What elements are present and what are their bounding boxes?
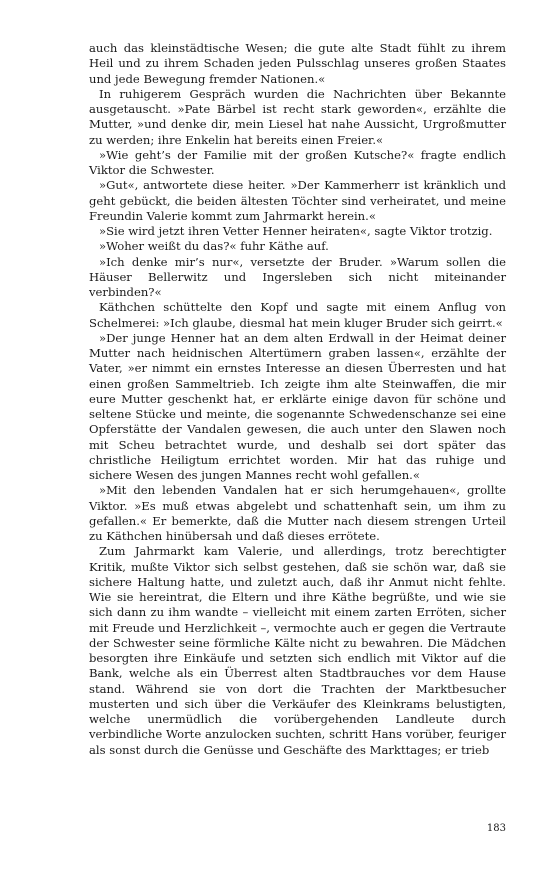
paragraph: »Mit den lebenden Vandalen hat er sich herumgehauen«, grollte Viktor. »Es muß etwas abgelebt und schattenhaft sein, um ihm zu gefallen.« Er bemerkte, daß die Mutter nach diesem strengen Urteil zu Käthchen hinübersah und daß dieses errötete. [89, 483, 506, 543]
book-page-text [89, 41, 506, 758]
paragraph: In ruhigerem Gespräch wurden die Nachrichten über Bekannte ausgetauscht. »Pate Bärbel ist recht stark geworden«, erzählte die Mutter, »und denke dir, mein Liesel hat nahe Aussicht, Urgroßmutter zu werden; ihre Enkelin hat bereits einen Freier.« [89, 86, 506, 147]
paragraph: »Sie wird jetzt ihren Vetter Henner heiraten«, sagte Viktor trotzig. [99, 224, 493, 238]
paragraph: Käthchen schüttelte den Kopf und sagte mit einem Anflug von Schelmerei: »Ich glaube, diesmal hat mein kluger Bruder sich geirrt.« [89, 300, 506, 330]
paragraph: »Der junge Henner hat an dem alten Erdwall in der Heimat deiner Mutter nach heidnischen Altertümern graben lassen«, erzählte der Vater, »er nimmt ein ernstes Interesse an diesen Überresten und hat einen großen Sammeltrieb. Ich zeigte ihm alte Steinwaffen, die mir eure Mutter geschenkt hat, er erklärte einige davon für schöne und seltene Stücke und meinte, die sogenannte Schwedenschanze sei eine Opferstätte der Vandalen gewesen, die auch unter den Slawen noch mit Scheu betrachtet wurde, und deshalb sei dort später das christliche Heiligtum errichtet worden. Mir hat das ruhige und sichere Wesen des jungen Mannes recht wohl gefallen.« [89, 330, 506, 482]
paragraph: »Wie geht’s der Familie mit der großen Kutsche?« fragte endlich Viktor die Schwester. [89, 147, 506, 177]
paragraph: »Gut«, antwortete diese heiter. »Der Kammerherr ist kränklich und geht gebückt, die beiden ältesten Töchter sind verheiratet, und meine Freundin Valerie kommt zum Jahrmarkt herein.« [89, 178, 506, 223]
page-number: 183 [486, 823, 506, 834]
paragraph: »Ich denke mir’s nur«, versetzte der Bruder. »Warum sollen die Häuser Bellerwitz und Ingersleben sich nicht miteinander verbinden?« [89, 254, 506, 299]
paragraph: auch das kleinstädtische Wesen; die gute alte Stadt fühlt zu ihrem Heil und zu ihrem Schaden jeden Pulsschlag unseres großen Staates und jede Bewegung fremder Nationen.« [89, 41, 506, 86]
paragraph: »Woher weißt du das?« fuhr Käthe auf. [99, 239, 329, 254]
paragraph: Zum Jahrmarkt kam Valerie, und allerdings, trotz berechtigter Kritik, mußte Viktor sich selbst gestehen, daß sie schön war, daß sie sichere Haltung hatte, und zuletzt auch, daß ihr Anmut nicht fehlte. Wie sie hereintrat, die Eltern und ihre Käthe begrüßte, und wie sie sich dann zu ihm wandte – vielleicht mit einem zarten Erröten, sicher mit Freude und Herzlichkeit –, vermochte auch er gegen die Vertraute der Schwester seine förmliche Kälte nicht zu bewahren. Die Mädchen besorgten ihre Einkäufe und setzten sich endlich mit Viktor auf die Bank, welche als ein Überrest alten Stadtbrauches vor dem Hause stand. Während sie von dort die Trachten der Marktbesucher musterten und sich über die Verkäufer des Kleinkrams belustigten, welche unermüdlich die vorübergehenden Landleute durch verbindliche Worte anzulocken suchten, schritt Hans vorüber, feuriger als sonst durch die Genüsse und Geschäfte des Markttages; er trieb [89, 544, 506, 757]
